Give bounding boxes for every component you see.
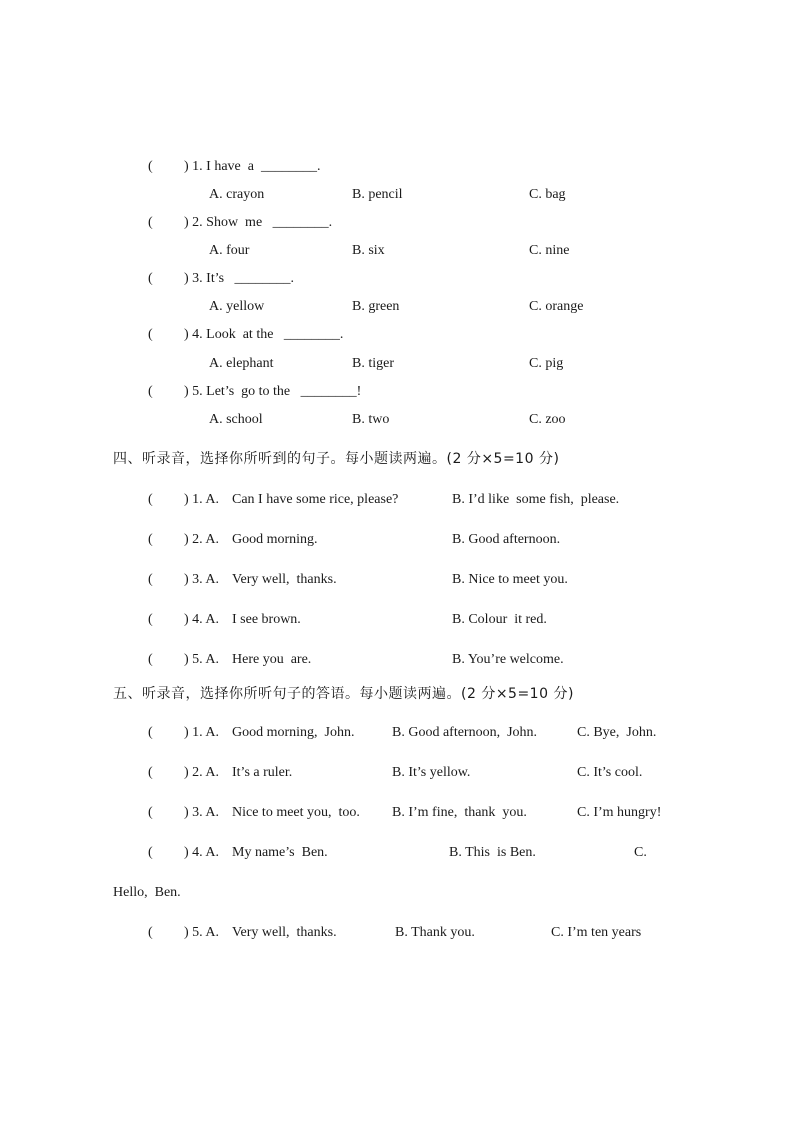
section-heading: 五、听录音，选择你所听句子的答语。每小题读两遍。(2 分×5=10 分) <box>113 686 574 702</box>
question-number: ) 4. A. <box>184 612 219 627</box>
question-number: ) 2. A. <box>184 765 219 780</box>
option-b: B. This is Ben. <box>449 845 536 860</box>
option-a: Here you are. <box>232 652 312 667</box>
answer-paren[interactable]: ( <box>148 845 153 860</box>
option-c: C. bag <box>529 187 566 202</box>
option-c: C. I’m ten years <box>551 925 642 940</box>
question-number: ) 4. A. <box>184 845 219 860</box>
answer-paren[interactable]: ( <box>148 384 153 399</box>
option-c-wrap: Hello, Ben. <box>113 885 181 900</box>
answer-paren[interactable]: ( <box>148 805 153 820</box>
answer-paren[interactable]: ( <box>148 532 153 547</box>
option-c: C. <box>634 845 647 860</box>
question-number: ) 5. A. <box>184 652 219 667</box>
section-heading: 四、听录音，选择你所听到的句子。每小题读两遍。(2 分×5=10 分) <box>113 451 560 467</box>
option-a: Good morning. <box>232 532 318 547</box>
option-b: B. Colour it red. <box>452 612 547 627</box>
answer-paren[interactable]: ( <box>148 572 153 587</box>
option-a: A. school <box>209 412 263 427</box>
answer-paren[interactable]: ( <box>148 327 153 342</box>
option-c: C. nine <box>529 243 570 258</box>
option-a: Good morning, John. <box>232 725 355 740</box>
option-b: B. two <box>352 412 390 427</box>
option-a: I see brown. <box>232 612 301 627</box>
question-stem: ) 5. Let’s go to the ________! <box>184 384 362 399</box>
answer-paren[interactable]: ( <box>148 725 153 740</box>
option-b: B. Thank you. <box>395 925 475 940</box>
option-b: B. six <box>352 243 385 258</box>
option-c: C. zoo <box>529 412 566 427</box>
option-a: Can I have some rice, please? <box>232 492 399 507</box>
option-c: C. It’s cool. <box>577 765 643 780</box>
option-b: B. Good afternoon. <box>452 532 561 547</box>
option-c: C. Bye, John. <box>577 725 657 740</box>
option-b: B. You’re welcome. <box>452 652 564 667</box>
answer-paren[interactable]: ( <box>148 652 153 667</box>
option-b: B. pencil <box>352 187 403 202</box>
option-a: A. yellow <box>209 299 265 314</box>
answer-paren[interactable]: ( <box>148 925 153 940</box>
question-stem: ) 4. Look at the ________. <box>184 327 344 342</box>
option-b: B. It’s yellow. <box>392 765 471 780</box>
option-a: A. four <box>209 243 250 258</box>
option-b: B. green <box>352 299 400 314</box>
option-b: B. tiger <box>352 356 394 371</box>
question-number: ) 3. A. <box>184 805 219 820</box>
option-a: My name’s Ben. <box>232 845 328 860</box>
answer-paren[interactable]: ( <box>148 612 153 627</box>
answer-paren[interactable]: ( <box>148 271 153 286</box>
option-c: C. pig <box>529 356 564 371</box>
question-number: ) 1. A. <box>184 492 219 507</box>
question-number: ) 5. A. <box>184 925 219 940</box>
question-number: ) 1. A. <box>184 725 219 740</box>
option-b: B. Nice to meet you. <box>452 572 568 587</box>
option-b: B. I’m fine, thank you. <box>392 805 527 820</box>
option-b: B. Good afternoon, John. <box>392 725 538 740</box>
question-stem: ) 1. I have a ________. <box>184 159 321 174</box>
option-a: Nice to meet you, too. <box>232 805 360 820</box>
question-number: ) 2. A. <box>184 532 219 547</box>
option-a: Very well, thanks. <box>232 572 337 587</box>
option-c: C. orange <box>529 299 584 314</box>
answer-paren[interactable]: ( <box>148 159 153 174</box>
answer-paren[interactable]: ( <box>148 492 153 507</box>
question-stem: ) 3. It’s ________. <box>184 271 295 286</box>
question-stem: ) 2. Show me ________. <box>184 215 333 230</box>
option-c: C. I’m hungry! <box>577 805 662 820</box>
answer-paren[interactable]: ( <box>148 765 153 780</box>
option-a: It’s a ruler. <box>232 765 293 780</box>
answer-paren[interactable]: ( <box>148 215 153 230</box>
question-number: ) 3. A. <box>184 572 219 587</box>
option-b: B. I’d like some fish, please. <box>452 492 620 507</box>
option-a: A. elephant <box>209 356 274 371</box>
option-a: Very well, thanks. <box>232 925 337 940</box>
option-a: A. crayon <box>209 187 265 202</box>
